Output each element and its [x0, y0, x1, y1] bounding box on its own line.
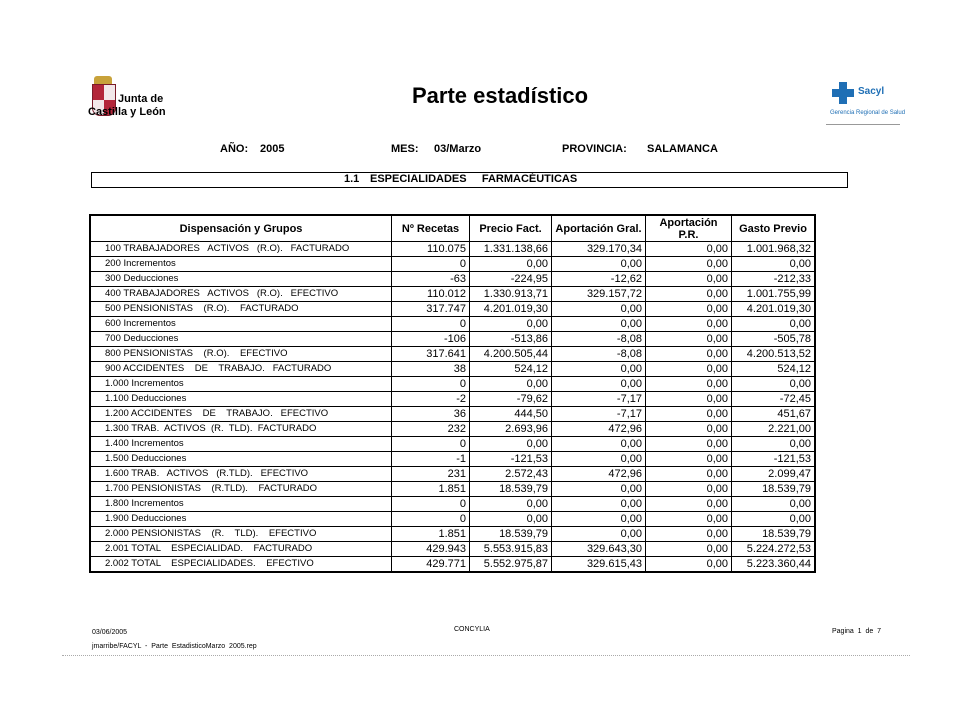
row-value: 0,00 — [732, 257, 816, 272]
row-value: 5.223.360,44 — [732, 557, 816, 573]
logo-text-line1: Junta de — [118, 93, 164, 105]
row-value: 0,00 — [552, 512, 646, 527]
row-value: 524,12 — [470, 362, 552, 377]
row-value: -63 — [392, 272, 470, 287]
row-value: 0 — [392, 512, 470, 527]
logo-text-line2: Castilla y León — [88, 106, 166, 118]
row-value: 0,00 — [552, 317, 646, 332]
row-value: 0,00 — [646, 272, 732, 287]
row-value: 0 — [392, 497, 470, 512]
row-label: 1.700 PENSIONISTAS (R.TLD). FACTURADO — [90, 482, 392, 497]
logo-divider — [826, 124, 900, 125]
row-value: 1.001.755,99 — [732, 287, 816, 302]
row-value: 0,00 — [470, 497, 552, 512]
row-value: 429.943 — [392, 542, 470, 557]
row-value: 5.552.975,87 — [470, 557, 552, 573]
row-value: -7,17 — [552, 407, 646, 422]
row-value: 451,67 — [732, 407, 816, 422]
row-value: 329.615,43 — [552, 557, 646, 573]
row-value: 0,00 — [646, 332, 732, 347]
row-label: 400 TRABAJADORES ACTIVOS (R.O). EFECTIVO — [90, 287, 392, 302]
row-value: 0,00 — [646, 452, 732, 467]
row-value: 0,00 — [470, 437, 552, 452]
row-value: 1.851 — [392, 482, 470, 497]
table-row — [90, 557, 815, 573]
row-label: 800 PENSIONISTAS (R.O). EFECTIVO — [90, 347, 392, 362]
row-value: -7,17 — [552, 392, 646, 407]
table-row — [90, 272, 815, 287]
row-value: 0,00 — [646, 512, 732, 527]
row-value: 317.747 — [392, 302, 470, 317]
row-value: -121,53 — [732, 452, 816, 467]
row-value: 1.001.968,32 — [732, 242, 816, 257]
sacyl-brand: Sacyl — [858, 86, 885, 97]
row-value: 0,00 — [552, 302, 646, 317]
row-value: 0,00 — [646, 287, 732, 302]
row-value: 0,00 — [552, 527, 646, 542]
table-row — [90, 512, 815, 527]
cross-icon — [832, 82, 854, 104]
table-row — [90, 437, 815, 452]
row-value: -121,53 — [470, 452, 552, 467]
row-label: 700 Deducciones — [90, 332, 392, 347]
row-label: 100 TRABAJADORES ACTIVOS (R.O). FACTURADO — [90, 242, 392, 257]
table-header-row — [90, 215, 815, 242]
statistics-table — [89, 214, 816, 573]
row-value: 0,00 — [552, 497, 646, 512]
section-number: 1.1 — [344, 173, 360, 185]
row-label: 900 ACCIDENTES DE TRABAJO. FACTURADO — [90, 362, 392, 377]
row-value: -8,08 — [552, 347, 646, 362]
row-value: 0,00 — [732, 497, 816, 512]
row-value: 2.693,96 — [470, 422, 552, 437]
row-value: 0,00 — [646, 497, 732, 512]
row-value: 4.201.019,30 — [470, 302, 552, 317]
column-header: Nº Recetas — [392, 215, 470, 242]
row-value: 18.539,79 — [470, 482, 552, 497]
row-value: 4.201.019,30 — [732, 302, 816, 317]
row-value: 0,00 — [470, 512, 552, 527]
row-label: 2.000 PENSIONISTAS (R. TLD). EFECTIVO — [90, 527, 392, 542]
table-row — [90, 407, 815, 422]
page-title: Parte estadístico — [412, 83, 589, 108]
table-row — [90, 242, 815, 257]
row-value: 0,00 — [646, 542, 732, 557]
row-value: -513,86 — [470, 332, 552, 347]
row-value: 0,00 — [732, 377, 816, 392]
row-value: -12,62 — [552, 272, 646, 287]
table-row — [90, 287, 815, 302]
row-value: 0,00 — [732, 437, 816, 452]
row-value: 0,00 — [552, 257, 646, 272]
sacyl-logo — [826, 80, 906, 124]
row-value: 18.539,79 — [470, 527, 552, 542]
table-row — [90, 497, 815, 512]
row-value: 0,00 — [732, 512, 816, 527]
row-value: 4.200.513,52 — [732, 347, 816, 362]
row-value: 231 — [392, 467, 470, 482]
row-value: 317.641 — [392, 347, 470, 362]
table-row — [90, 362, 815, 377]
row-value: 329.643,30 — [552, 542, 646, 557]
row-label: 300 Deducciones — [90, 272, 392, 287]
table-row — [90, 467, 815, 482]
row-value: 18.539,79 — [732, 482, 816, 497]
junta-logo — [88, 76, 178, 120]
province-value: SALAMANCA — [647, 143, 718, 155]
row-label: 1.000 Incrementos — [90, 377, 392, 392]
table-row — [90, 377, 815, 392]
row-label: 1.400 Incrementos — [90, 437, 392, 452]
row-value: 0,00 — [646, 242, 732, 257]
row-value: 0,00 — [646, 377, 732, 392]
row-value: 1.330.913,71 — [470, 287, 552, 302]
table-row — [90, 422, 815, 437]
row-value: 472,96 — [552, 422, 646, 437]
row-value: -8,08 — [552, 332, 646, 347]
row-value: 0,00 — [646, 482, 732, 497]
footer-divider — [62, 655, 910, 656]
year-label: AÑO: — [220, 143, 249, 155]
footer-date: 03/06/2005 — [92, 629, 128, 636]
row-value: 0,00 — [646, 407, 732, 422]
row-value: -505,78 — [732, 332, 816, 347]
row-value: 0,00 — [552, 437, 646, 452]
sacyl-subtitle: Gerencia Regional de Salud — [830, 110, 906, 116]
row-value: 0,00 — [646, 317, 732, 332]
row-value: 1.331.138,66 — [470, 242, 552, 257]
row-value: 0,00 — [646, 422, 732, 437]
row-value: 0,00 — [646, 467, 732, 482]
row-value: 524,12 — [732, 362, 816, 377]
row-label: 600 Incrementos — [90, 317, 392, 332]
row-value: 4.200.505,44 — [470, 347, 552, 362]
row-value: 329.157,72 — [552, 287, 646, 302]
row-value: 0 — [392, 257, 470, 272]
table-row — [90, 482, 815, 497]
row-value: 0 — [392, 377, 470, 392]
row-value: 0,00 — [646, 527, 732, 542]
row-label: 1.200 ACCIDENTES DE TRABAJO. EFECTIVO — [90, 407, 392, 422]
table-row — [90, 452, 815, 467]
row-value: -106 — [392, 332, 470, 347]
row-label: 1.900 Deducciones — [90, 512, 392, 527]
row-label: 2.002 TOTAL ESPECIALIDADES. EFECTIVO — [90, 557, 392, 573]
table-row — [90, 527, 815, 542]
table-row — [90, 392, 815, 407]
row-value: -72,45 — [732, 392, 816, 407]
row-value: 36 — [392, 407, 470, 422]
row-value: -79,62 — [470, 392, 552, 407]
row-value: 110.012 — [392, 287, 470, 302]
month-value: 03/Marzo — [434, 143, 482, 155]
row-value: 38 — [392, 362, 470, 377]
section-heading — [91, 172, 848, 188]
row-value: -1 — [392, 452, 470, 467]
column-header: Aportación P.R. — [646, 215, 732, 242]
row-value: 0 — [392, 317, 470, 332]
row-value: 0,00 — [470, 377, 552, 392]
row-value: 18.539,79 — [732, 527, 816, 542]
row-label: 2.001 TOTAL ESPECIALIDAD. FACTURADO — [90, 542, 392, 557]
row-value: 232 — [392, 422, 470, 437]
month-label: MES: — [391, 143, 419, 155]
row-value: 2.099,47 — [732, 467, 816, 482]
row-value: -212,33 — [732, 272, 816, 287]
section-title: ESPECIALIDADES FARMACÉUTICAS — [370, 173, 578, 185]
footer-system: CONCYLIA — [454, 626, 490, 633]
row-value: 0,00 — [646, 557, 732, 573]
row-value: 2.221,00 — [732, 422, 816, 437]
column-header: Dispensación y Grupos — [90, 215, 392, 242]
table-row — [90, 332, 815, 347]
row-value: 0,00 — [552, 362, 646, 377]
row-value: 5.224.272,53 — [732, 542, 816, 557]
row-value: 0,00 — [470, 317, 552, 332]
row-value: 329.170,34 — [552, 242, 646, 257]
row-value: -2 — [392, 392, 470, 407]
column-header: Aportación Gral. — [552, 215, 646, 242]
row-value: 5.553.915,83 — [470, 542, 552, 557]
table-row — [90, 347, 815, 362]
row-value: 0,00 — [646, 302, 732, 317]
row-value: 110.075 — [392, 242, 470, 257]
row-value: 429.771 — [392, 557, 470, 573]
year-value: 2005 — [260, 143, 285, 155]
row-value: 0,00 — [732, 317, 816, 332]
row-value: 0,00 — [646, 392, 732, 407]
table-row — [90, 542, 815, 557]
row-value: 1.851 — [392, 527, 470, 542]
column-header: Precio Fact. — [470, 215, 552, 242]
row-value: 0,00 — [646, 437, 732, 452]
column-header: Gasto Previo — [732, 215, 816, 242]
footer-path: jmarribe/FACYL - Parte EstadisticoMarzo 2005.rep — [92, 643, 257, 650]
row-value: -224,95 — [470, 272, 552, 287]
row-value: 0 — [392, 437, 470, 452]
row-value: 472,96 — [552, 467, 646, 482]
row-label: 1.500 Deducciones — [90, 452, 392, 467]
row-label: 500 PENSIONISTAS (R.O). FACTURADO — [90, 302, 392, 317]
row-value: 0,00 — [646, 362, 732, 377]
row-value: 444,50 — [470, 407, 552, 422]
province-label: PROVINCIA: — [562, 143, 627, 155]
row-value: 0,00 — [552, 482, 646, 497]
table-row — [90, 302, 815, 317]
row-label: 1.100 Deducciones — [90, 392, 392, 407]
row-value: 0,00 — [552, 377, 646, 392]
row-value: 0,00 — [470, 257, 552, 272]
table-row — [90, 317, 815, 332]
row-value: 0,00 — [552, 452, 646, 467]
row-label: 1.300 TRAB. ACTIVOS (R. TLD). FACTURADO — [90, 422, 392, 437]
table-row — [90, 257, 815, 272]
footer-page: Pagina 1 de 7 — [832, 628, 882, 635]
row-value: 0,00 — [646, 257, 732, 272]
row-value: 2.572,43 — [470, 467, 552, 482]
row-label: 200 Incrementos — [90, 257, 392, 272]
row-label: 1.800 Incrementos — [90, 497, 392, 512]
row-value: 0,00 — [646, 347, 732, 362]
row-label: 1.600 TRAB. ACTIVOS (R.TLD). EFECTIVO — [90, 467, 392, 482]
